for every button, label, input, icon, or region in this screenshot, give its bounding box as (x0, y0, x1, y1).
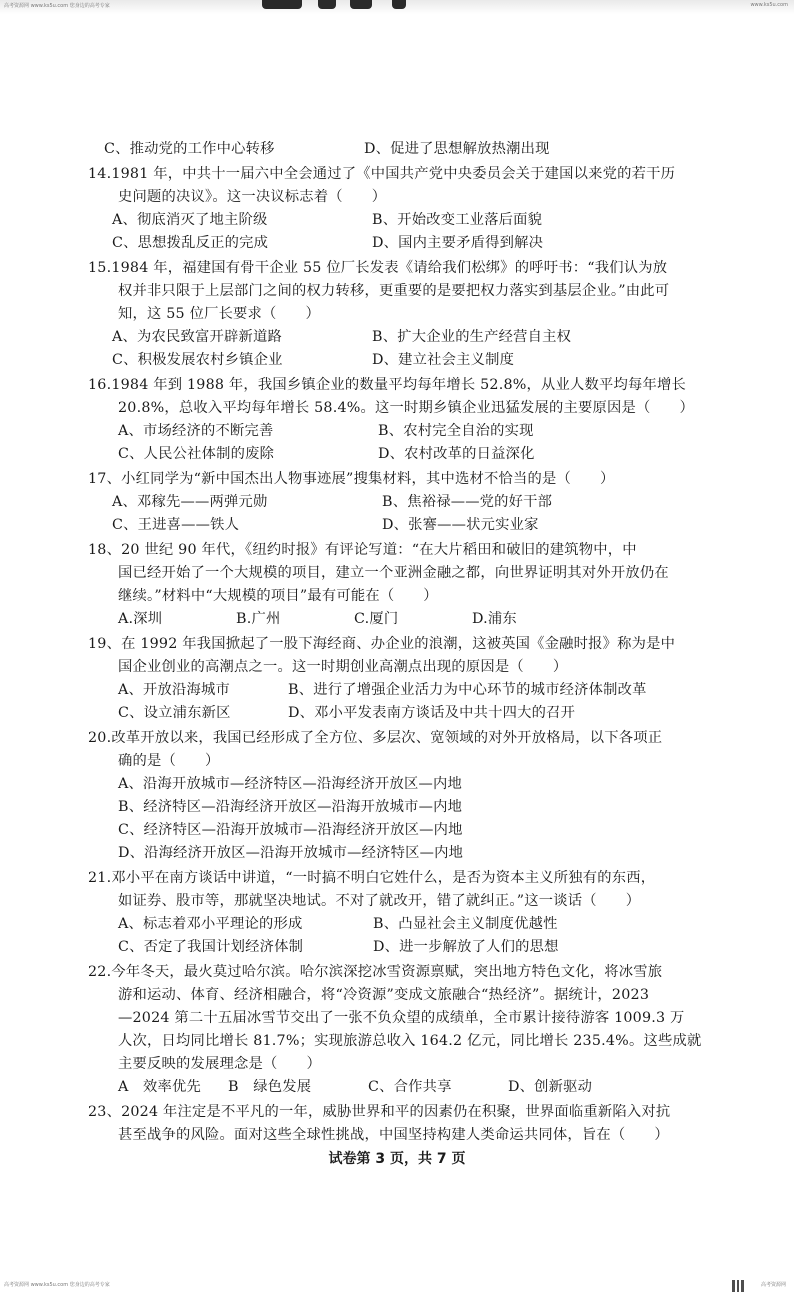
option-b: B、焦裕禄——党的好干部 (382, 494, 553, 510)
option-b: B、农村完全自治的实现 (378, 423, 534, 439)
option-c: C、思想拨乱反正的完成 (112, 235, 269, 251)
question-19-options-cd (88, 702, 728, 725)
question-22-stem-cont: 人次，日均同比增长 81.7%；实现旅游总收入 164.2 亿元，同比增长 235.4%。这些成就 (118, 1033, 702, 1049)
question-16-options-cd (88, 443, 728, 466)
question-23-stem-cont: 甚至战争的风险。面对这些全球性挑战，中国坚持构建人类命运共同体，旨在（ ） (118, 1127, 669, 1143)
exam-page-body (88, 138, 728, 1147)
option-a: A、开放沿海城市 (118, 682, 231, 698)
scan-artifact-mark (318, 0, 336, 9)
option-a: A、为农民致富开辟新道路 (112, 329, 282, 345)
question-15-options-cd (88, 349, 728, 372)
header-watermark-left: 高考资源网 www.ks5u.com 您身边的高考专家 (4, 3, 110, 9)
question-20-stem: 20.改革开放以来，我国已经形成了全方位、多层次、宽领域的对外开放格局，以下各项正 (88, 730, 663, 746)
question-17-stem: 17、小红同学为“新中国杰出人物事迹展”搜集材料，其中选材不恰当的是（ ） (88, 471, 615, 487)
question-13-options-cd (88, 138, 728, 161)
option-c: C、积极发展农村乡镇企业 (112, 352, 283, 368)
question-22-stem: 22.今年冬天，最火莫过哈尔滨。哈尔滨深挖冰雪资源禀赋，突出地方特色文化，将冰雪旅 (88, 964, 663, 980)
footer-watermark-left: 高考资源网 www.ks5u.com 您身边的高考专家 (4, 1282, 110, 1288)
scan-artifact-mark (392, 0, 406, 9)
option-d: D.浦东 (472, 611, 517, 627)
option-b: B、进行了增强企业活力为中心环节的城市经济体制改革 (288, 682, 647, 698)
question-21-stem: 21.邓小平在南方谈话中讲道，“一时搞不明白它姓什么，是否为资本主义所独有的东西， (88, 870, 656, 886)
option-c: C、推动党的工作中心转移 (104, 141, 275, 157)
option-b: B.广州 (236, 611, 281, 627)
question-15-options-ab (88, 326, 728, 349)
option-a: A 效率优先 (118, 1079, 202, 1095)
question-21-options-cd (88, 936, 728, 959)
question-20-option-c: C、经济特区—沿海开放城市—沿海经济开放区—内地 (118, 822, 463, 838)
question-14-stem-cont: 史问题的决议》。这一决议标志着（ ） (118, 189, 387, 205)
option-a: A、彻底消灭了地主阶级 (112, 212, 268, 228)
option-c: C、人民公社体制的废除 (118, 446, 275, 462)
question-14-options-cd (88, 232, 728, 255)
question-17-options-ab (88, 491, 728, 514)
option-a: A.深圳 (118, 611, 163, 627)
question-15-stem: 15.1984 年，福建国有骨干企业 55 位厂长发表《请给我们松绑》的呼吁书：“我们认为放 (88, 260, 668, 276)
option-d: D、进一步解放了人们的思想 (373, 939, 559, 955)
option-a: A、邓稼先——两弹元勋 (112, 494, 268, 510)
question-17-options-cd (88, 514, 728, 537)
question-16-stem-cont: 20.8%，总收入平均每年增长 58.4%。这一时期乡镇企业迅猛发展的主要原因是（ ） (118, 400, 694, 416)
option-a: A、标志着邓小平理论的形成 (118, 916, 303, 932)
option-a: A、市场经济的不断完善 (118, 423, 274, 439)
question-22-stem-cont: 游和运动、体育、经济相融合，将“冷资源”变成文旅融合“热经济”。据统计，2023 (118, 987, 650, 1003)
option-d: D、国内主要矛盾得到解决 (372, 235, 544, 251)
question-18-stem: 18、20 世纪 90 年代，《纽约时报》有评论写道：“在大片稻田和破旧的建筑物中，中 (88, 542, 637, 558)
question-16-options-ab (88, 420, 728, 443)
page-number-footer: 试卷第 3 页，共 7 页 (328, 1151, 466, 1167)
option-b: B、凸显社会主义制度优越性 (373, 916, 558, 932)
question-20-option-a: A、沿海开放城市—经济特区—沿海经济开放区—内地 (118, 776, 462, 792)
question-18-stem-cont: 继续。”材料中“大规模的项目”最有可能在（ ） (118, 588, 438, 604)
question-23-stem: 23、2024 年注定是不平凡的一年，威胁世界和平的因素仍在积聚，世界面临重新陷入对抗 (88, 1104, 671, 1120)
header-watermark-right: www.ks5u.com (750, 2, 788, 8)
question-20-option-d: D、沿海经济开放区—沿海开放城市—经济特区—内地 (118, 845, 464, 861)
qr-code-icon (732, 1280, 744, 1292)
question-18-stem-cont: 国已经开始了一个大规模的项目，建立一个亚洲金融之都，向世界证明其对外开放仍在 (118, 565, 669, 581)
option-b: B 绿色发展 (228, 1079, 312, 1095)
option-d: D、农村改革的日益深化 (378, 446, 535, 462)
question-14-options-ab (88, 209, 728, 232)
question-19-stem: 19、在 1992 年我国掀起了一股下海经商、办企业的浪潮，这被英国《金融时报》称为是中 (88, 636, 676, 652)
scan-artifact-mark (262, 0, 302, 9)
question-16-stem: 16.1984 年到 1988 年，我国乡镇企业的数量平均每年增长 52.8%，从业人数平均每年增长 (88, 377, 687, 393)
question-22-stem-cont: 主要反映的发展理念是（ ） (118, 1056, 321, 1072)
option-d: D、建立社会主义制度 (372, 352, 515, 368)
option-c: C、否定了我国计划经济体制 (118, 939, 304, 955)
question-15-stem-cont: 权并非只限于上层部门之间的权力转移，更重要的是要把权力落实到基层企业。”由此可 (118, 283, 670, 299)
question-18-options (88, 608, 728, 631)
question-14-stem: 14.1981 年，中共十一届六中全会通过了《中国共产党中央委员会关于建国以来党的若干历 (88, 166, 676, 182)
footer-watermark-right: 高考资源网 (760, 1282, 786, 1288)
question-15-stem-cont: 知，这 55 位厂长要求（ ） (118, 306, 321, 322)
question-20-option-b: B、经济特区—沿海经济开放区—沿海开放城市—内地 (118, 799, 463, 815)
option-b: B、扩大企业的生产经营自主权 (372, 329, 572, 345)
option-d: D、邓小平发表南方谈话及中共十四大的召开 (288, 705, 576, 721)
option-d: D、创新驱动 (508, 1079, 593, 1095)
question-19-stem-cont: 国企业创业的高潮点之一。这一时期创业高潮点出现的原因是（ ） (118, 659, 568, 675)
option-c: C、合作共享 (368, 1079, 452, 1095)
question-21-stem-cont: 如证券、股市等，那就坚决地试。不对了就改开，错了就纠正。”这一谈话（ ） (118, 893, 641, 909)
question-21-options-ab (88, 913, 728, 936)
option-c: C、设立浦东新区 (118, 705, 231, 721)
option-b: B、开始改变工业落后面貌 (372, 212, 543, 228)
question-22-options (88, 1076, 728, 1099)
question-20-stem-cont: 确的是（ ） (118, 753, 220, 769)
scan-artifact-mark (350, 0, 372, 9)
question-22-stem-cont: —2024 第二十五届冰雪节交出了一张不负众望的成绩单，全市累计接待游客 1009.3 万 (118, 1010, 685, 1026)
option-c: C.厦门 (354, 611, 399, 627)
question-19-options-ab (88, 679, 728, 702)
option-d: D、促进了思想解放热潮出现 (364, 141, 550, 157)
option-d: D、张謇——状元实业家 (382, 517, 539, 533)
option-c: C、王进喜——铁人 (112, 517, 240, 533)
